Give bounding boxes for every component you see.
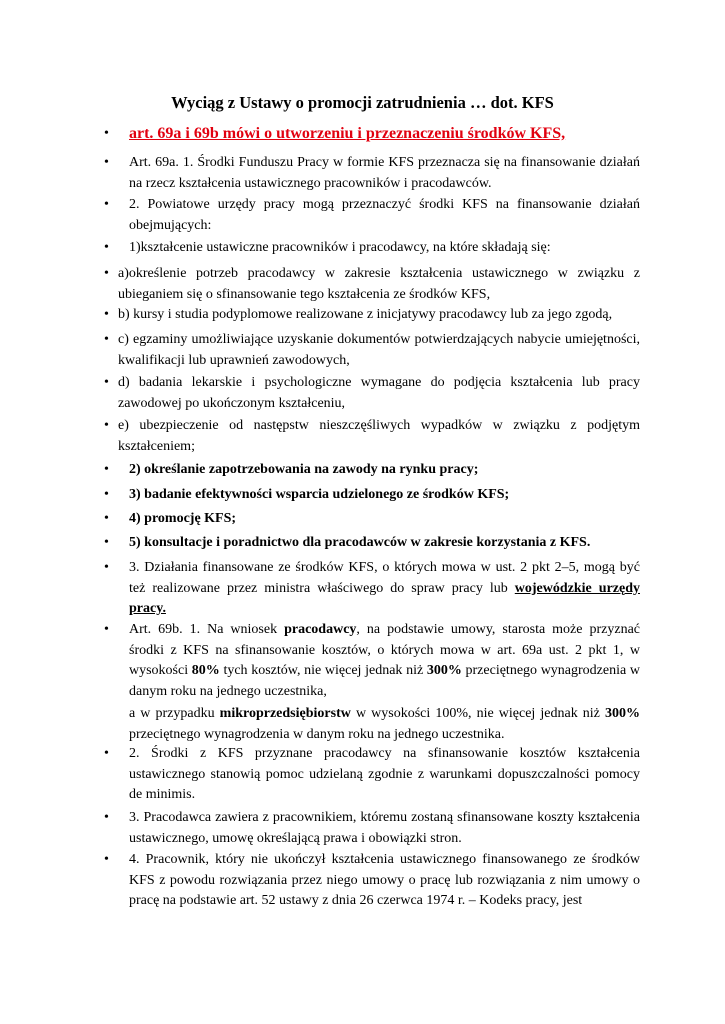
article-text: w wysokości 100%, nie więcej jednak niż bbox=[350, 706, 605, 721]
list-item-text: 2. Środki z KFS przyznane pracodawcy na sfinansowanie kosztów kształcenia ustawicznego stanowią pomoc udzielaną zgodnie z warunkami dopuszczalności pomocy de minimis. bbox=[129, 746, 640, 802]
list-item-text: 4) promocję KFS; bbox=[129, 511, 237, 526]
list-item-text: e) ubezpieczenie od następstw nieszczęśliwych wypadków w związku z podjętym kształceniem; bbox=[118, 418, 640, 454]
list-item-text: 1)kształcenie ustawiczne pracowników i pracodawcy, na które składają się: bbox=[129, 240, 551, 255]
article-bold: 300% bbox=[426, 663, 462, 678]
list-item-text: 4. Pracownik, który nie ukończył kształcenia ustawicznego finansowanego ze środków KFS z powodu rozwiązania przez niego umowy o pracę lub rozwiązania z nim umowy o pracę na podstawie art. 52 ustawy z dnia 26 czerwca 1974 r. – Kodeks pracy, jest bbox=[129, 852, 640, 908]
list-item bbox=[104, 620, 640, 745]
bullet-icon: • bbox=[104, 622, 109, 637]
list-item bbox=[104, 153, 640, 194]
bullet-icon: • bbox=[104, 511, 109, 526]
article-text: Art. 69b. 1. Na wniosek bbox=[129, 622, 285, 637]
article-text: a w przypadku bbox=[129, 706, 220, 721]
bullet-icon: • bbox=[104, 852, 109, 867]
article-bold: mikroprzedsiębiorstw bbox=[219, 706, 351, 721]
list-item-text: b) kursy i studia podyplomowe realizowane z inicjatywy pracodawcy lub za jego zgodą, bbox=[118, 307, 613, 322]
list-item bbox=[104, 305, 640, 326]
list-item bbox=[104, 558, 640, 620]
bullet-icon: • bbox=[104, 418, 109, 433]
list-item bbox=[104, 533, 640, 554]
bullet-icon: • bbox=[104, 266, 109, 281]
list-item bbox=[104, 808, 640, 849]
list-item-text: 2. Powiatowe urzędy pracy mogą przeznaczyć środki KFS na finansowanie działań obejmujących: bbox=[129, 197, 640, 233]
list-item bbox=[104, 124, 640, 145]
list-item bbox=[104, 330, 640, 371]
list-item-text: Art. 69a. 1. Środki Funduszu Pracy w formie KFS przeznacza się na finansowanie działań na rzecz kształcenia ustawicznego pracowników i pracodawców. bbox=[129, 155, 640, 191]
list-item bbox=[104, 195, 640, 236]
bullet-icon: • bbox=[104, 240, 109, 255]
list-item bbox=[104, 416, 640, 457]
bullet-icon: • bbox=[104, 155, 109, 170]
list-item bbox=[104, 509, 640, 530]
bullet-icon: • bbox=[104, 462, 109, 477]
list-item-text: 5) konsultacje i poradnictwo dla pracodawców w zakresie korzystania z KFS. bbox=[129, 535, 591, 550]
bullet-icon: • bbox=[104, 487, 109, 502]
article-text: , na podstawie umowy, starosta może przyznać środki z KFS na sfinansowanie kosztów, o których mowa w art. 69a ust. 2 pkt 1, w wysokości bbox=[129, 622, 640, 678]
list-item bbox=[104, 850, 640, 912]
list-item-text: c) egzaminy umożliwiające uzyskanie dokumentów potwierdzających nabycie umiejętności, kwalifikacji lub uprawnień zawodowych, bbox=[118, 332, 640, 368]
list-item bbox=[104, 264, 640, 305]
list-item-text: 3. Działania finansowane ze środków KFS, o których mowa w ust. 2 pkt 2–5, mogą być też realizowane przez ministra właściwego do spraw pracy lub bbox=[129, 560, 640, 596]
bullet-icon: • bbox=[104, 810, 109, 825]
list-item-text: 2) określanie zapotrzebowania na zawody na rynku pracy; bbox=[129, 462, 479, 477]
bullet-icon: • bbox=[104, 375, 109, 390]
article-bold: pracodawcy bbox=[284, 622, 357, 637]
list-item bbox=[104, 744, 640, 806]
bullet-icon: • bbox=[104, 746, 109, 761]
article-text: tych kosztów, nie więcej jednak niż bbox=[219, 663, 427, 678]
list-item-text: a)określenie potrzeb pracodawcy w zakresie kształcenia ustawicznego w związku z ubieganiem się o sfinansowanie tego kształcenia ze środków KFS, bbox=[118, 266, 640, 302]
document-title: Wyciąg z Ustawy o promocji zatrudnienia … dot. KFS bbox=[171, 93, 554, 112]
article-text: przeciętnego wynagrodzenia w danym roku na jednego uczestnika, bbox=[129, 663, 640, 699]
bullet-icon: • bbox=[104, 126, 109, 141]
bullet-icon: • bbox=[104, 560, 109, 575]
bullet-icon: • bbox=[104, 535, 109, 550]
list-item-text: art. 69a i 69b mówi o utworzeniu i przeznaczeniu środków KFS, bbox=[129, 125, 566, 142]
list-item-text: d) badania lekarskie i psychologiczne wymagane do podjęcia kształcenia lub pracy zawodowej po ukończonym kształceniu, bbox=[118, 375, 640, 411]
bullet-icon: • bbox=[104, 197, 109, 212]
list-item-text: 3. Pracodawca zawiera z pracownikiem, któremu zostaną sfinansowane koszty kształcenia ustawicznego, umowę określającą prawa i obowiązki stron. bbox=[129, 810, 640, 846]
bullet-icon: • bbox=[104, 332, 109, 347]
list-item-text: 3) badanie efektywności wsparcia udzielonego ze środków KFS; bbox=[129, 487, 510, 502]
list-item bbox=[104, 485, 640, 506]
article-bold: 80% bbox=[191, 663, 220, 678]
list-item bbox=[104, 373, 640, 414]
list-item bbox=[104, 238, 640, 259]
list-item-emphasis: wojewódzkie urzędy pracy. bbox=[129, 580, 640, 616]
bullet-icon: • bbox=[104, 307, 109, 322]
article-bold: 300% bbox=[604, 706, 640, 721]
article-text: przeciętnego wynagrodzenia w danym roku na jednego uczestnika. bbox=[129, 726, 505, 742]
list-item bbox=[104, 460, 640, 481]
